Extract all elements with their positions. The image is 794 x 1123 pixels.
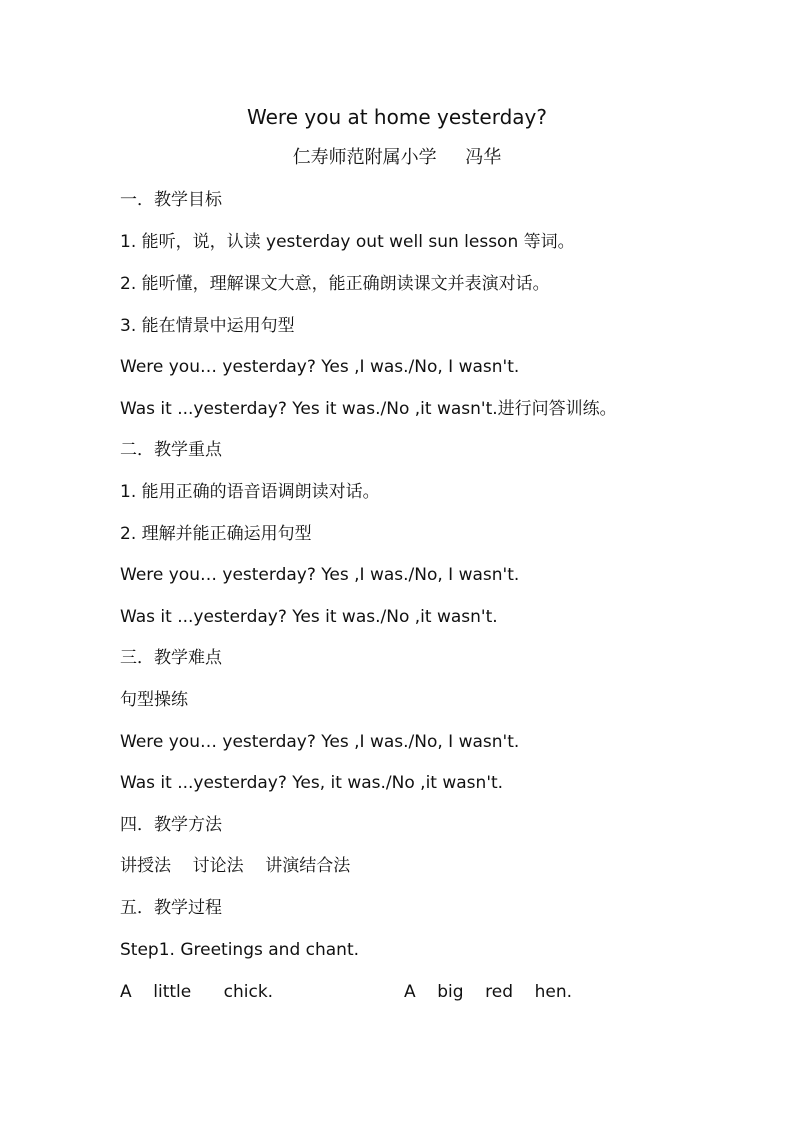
goal-item: 2. 能听懂，理解课文大意，能正确朗读课文并表演对话。 xyxy=(120,274,550,294)
chant-line-right: A big red hen. xyxy=(404,982,573,1002)
section-heading-focus: 二．教学重点 xyxy=(120,440,222,460)
difficulty-item: Were you… yesterday? Yes ,I was./No, I wasn't. xyxy=(120,732,520,752)
goal-item: Was it ...yesterday? Yes it was./No ,it wasn't.进行问答训练。 xyxy=(120,399,617,419)
focus-item: 1. 能用正确的语音语调朗读对话。 xyxy=(120,482,380,502)
goal-item: Were you… yesterday? Yes ,I was./No, I wasn't. xyxy=(120,357,520,377)
methods-item: 讲授法 讨论法 讲演结合法 xyxy=(120,856,351,876)
section-heading-process: 五．教学过程 xyxy=(120,898,222,918)
section-heading-goals: 一．教学目标 xyxy=(120,190,222,210)
document-title: Were you at home yesterday? xyxy=(247,105,547,129)
process-item: Step1. Greetings and chant. xyxy=(120,940,360,960)
goal-item: 3. 能在情景中运用句型 xyxy=(120,316,295,336)
focus-item: 2. 理解并能正确运用句型 xyxy=(120,524,312,544)
section-heading-difficulty: 三．教学难点 xyxy=(120,648,222,668)
focus-item: Was it ...yesterday? Yes it was./No ,it wasn't. xyxy=(120,607,498,627)
difficulty-item: Was it ...yesterday? Yes, it was./No ,it wasn't. xyxy=(120,773,504,793)
document-subtitle: 仁寿师范附属小学 冯华 xyxy=(292,147,502,168)
focus-item: Were you… yesterday? Yes ,I was./No, I wasn't. xyxy=(120,565,520,585)
difficulty-item: 句型操练 xyxy=(120,690,188,710)
goal-item: 1. 能听，说，认读 yesterday out well sun lesson 等词。 xyxy=(120,232,575,252)
section-heading-methods: 四．教学方法 xyxy=(120,815,222,835)
chant-line-left: A little chick. xyxy=(120,982,274,1002)
